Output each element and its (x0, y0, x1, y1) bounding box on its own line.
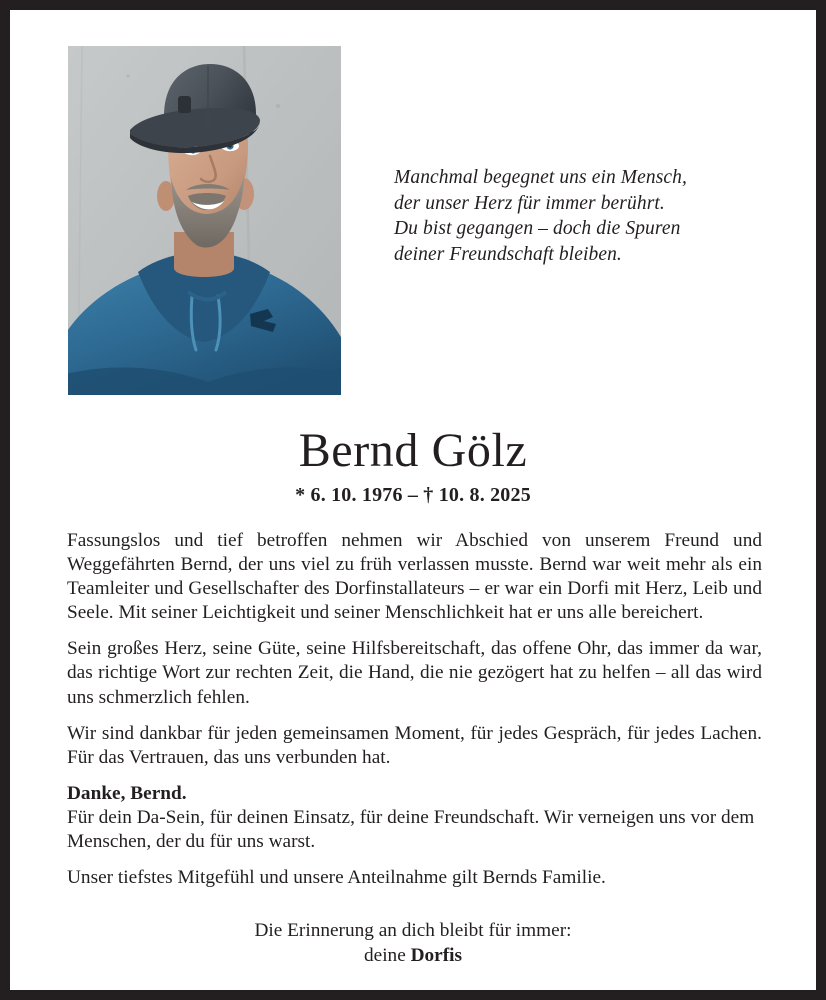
epigraph-line-2: der unser Herz für immer berührt. (394, 192, 665, 214)
name-block (10, 422, 816, 507)
life-dates: * 6. 10. 1976 – † 10. 8. 2025 (295, 484, 531, 506)
signature-name: Dorfis (410, 945, 462, 966)
portrait-illustration (68, 46, 341, 395)
epigraph-line-1: Manchmal begegnet uns ein Mensch, (394, 167, 688, 188)
thanks-heading: Danke, Bernd. (67, 782, 187, 804)
epigraph-line-4: deiner Freundschaft bleiben. (394, 243, 622, 265)
closing-line-2 (10, 943, 816, 968)
thanks-text: Für dein Da-Sein, für deinen Einsatz, für deine Freundschaft. Wir verneigen uns vor dem Menschen, der du für uns warst. (67, 806, 755, 853)
body-paragraph-3: Wir sind dankbar für jeden gemeinsamen Moment, für jedes Gespräch, für jedes Lachen. Für das Vertrauen, das uns verbunden hat. (67, 722, 762, 768)
deceased-name: Bernd Gölz (298, 424, 528, 477)
portrait-photo (68, 46, 341, 395)
body-paragraph-1: Fassungslos und tief betroffen nehmen wir Abschied von unserem Freund und Weggefährten Bernd, der uns viel zu früh verlassen musste. Bernd war weit mehr als ein Teamleiter und Gesellschafter des Dorfinstallateurs – er war ein Dorfi mit Herz, Leib und Seele. Mit seiner Leichtigkeit und seiner Menschlichkeit hat er uns alle bereichert. (67, 530, 762, 624)
epigraph-line-3: Du bist gegangen – doch die Spuren (394, 218, 681, 239)
body-paragraph-2: Sein großes Herz, seine Güte, seine Hilfsbereitschaft, das offene Ohr, das immer da war, das richtige Wort zur rechten Zeit, die Hand, die nie gezögert hat zu helfen – all das wird uns schmerzlich fehlen. (67, 638, 762, 708)
portrait-and-epigraph-region (10, 10, 816, 410)
body-paragraph-5: Unser tiefstes Mitgefühl und unsere Anteilnahme gilt Bernds Familie. (67, 867, 606, 889)
closing-line-1: Die Erinnerung an dich bleibt für immer: (254, 920, 572, 941)
notice-inner-panel (10, 10, 816, 990)
body-thanks-block (67, 782, 762, 854)
epigraph-verse (394, 165, 754, 267)
closing-prefix: deine (364, 945, 411, 966)
obituary-body (67, 529, 762, 890)
closing-block (10, 918, 816, 968)
